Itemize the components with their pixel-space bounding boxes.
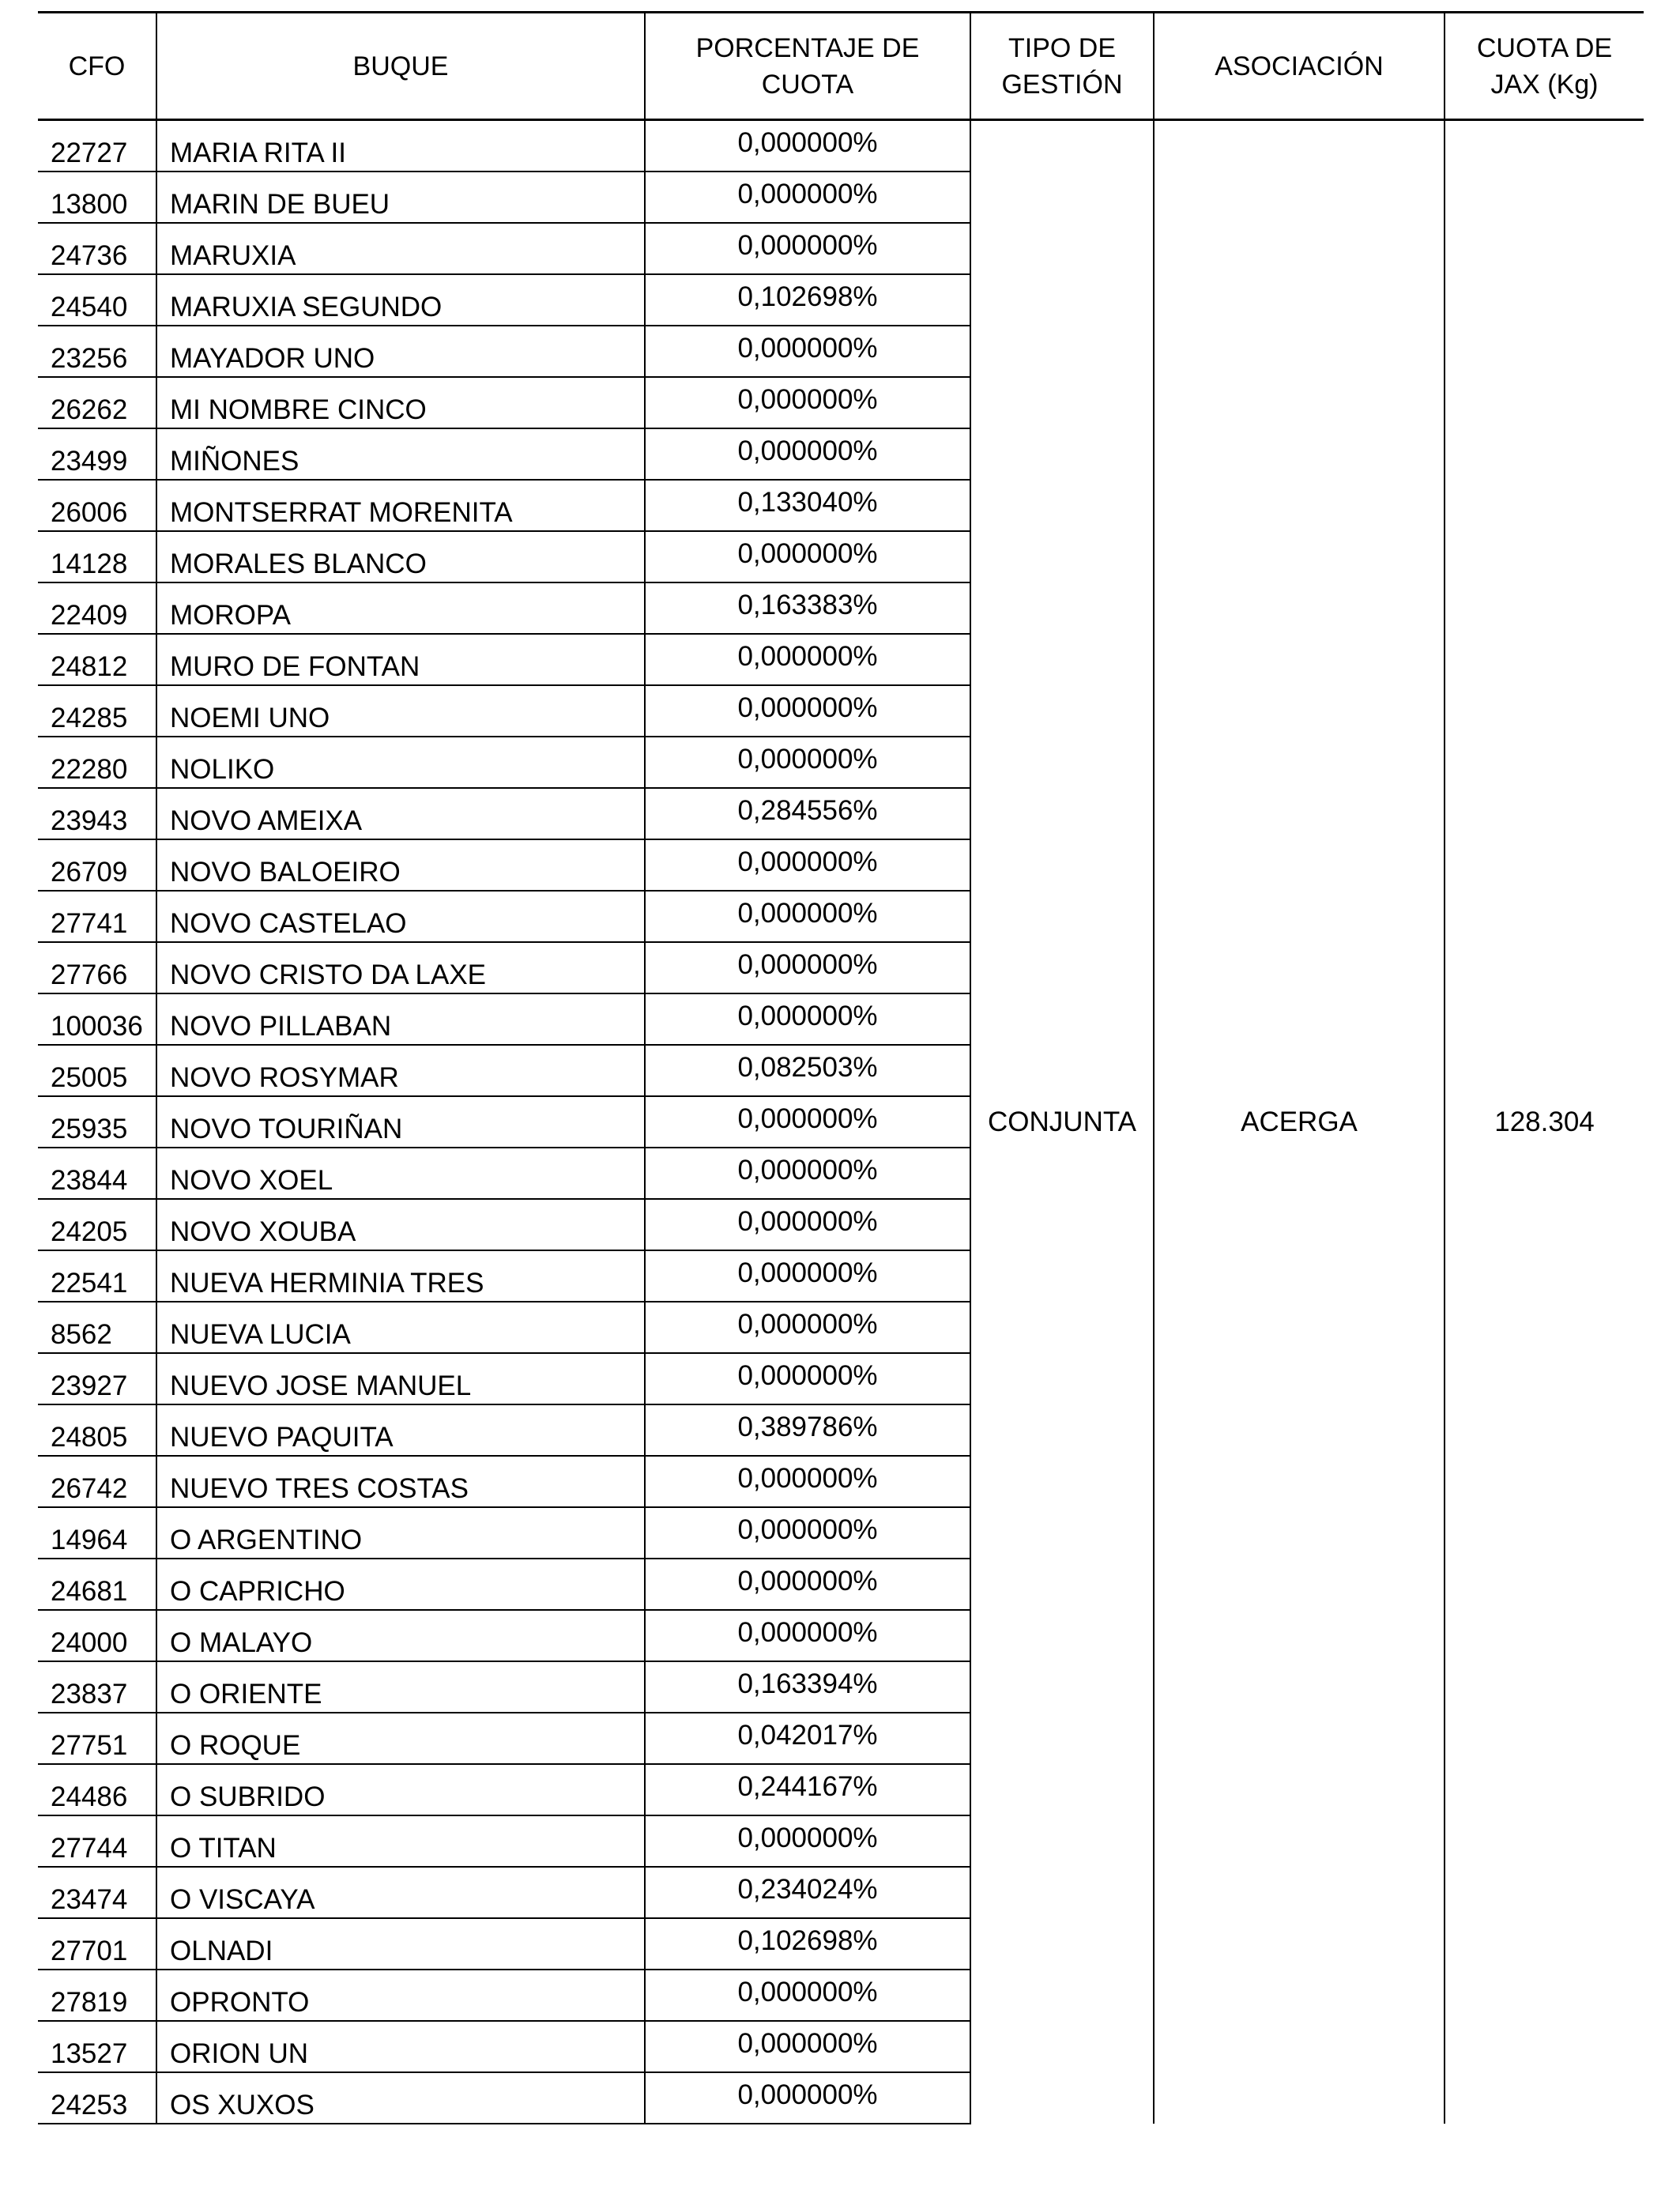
buque-cell: O SUBRIDO <box>156 1764 645 1815</box>
header-porcentaje <box>645 13 970 120</box>
buque-cell: NOVO ROSYMAR <box>156 1045 645 1096</box>
cfo-cell: 24805 <box>38 1404 156 1456</box>
porcentaje-cell: 0,000000% <box>645 120 970 172</box>
cfo-cell: 14128 <box>38 531 156 582</box>
buque-cell: NOVO TOURIÑAN <box>156 1096 645 1148</box>
buque-cell: OPRONTO <box>156 1970 645 2021</box>
cfo-cell: 23837 <box>38 1661 156 1713</box>
cfo-cell: 27751 <box>38 1713 156 1764</box>
cuota-jax-cell: 128.304 <box>1445 120 1644 2124</box>
porcentaje-cell: 0,163394% <box>645 1661 970 1713</box>
cfo-cell: 24205 <box>38 1199 156 1250</box>
porcentaje-cell: 0,000000% <box>645 428 970 480</box>
cfo-cell: 22541 <box>38 1250 156 1302</box>
header-cuota-line2: JAX (Kg) <box>1490 69 1599 100</box>
porcentaje-cell: 0,102698% <box>645 274 970 326</box>
header-tipo-line1: TIPO DE <box>1008 32 1117 63</box>
cfo-cell: 22727 <box>38 120 156 172</box>
porcentaje-cell: 0,000000% <box>645 993 970 1045</box>
table-row <box>38 120 1644 172</box>
buque-cell: OLNADI <box>156 1918 645 1970</box>
porcentaje-cell: 0,000000% <box>645 1456 970 1507</box>
buque-cell: O TITAN <box>156 1815 645 1867</box>
buque-cell: NOVO AMEIXA <box>156 788 645 839</box>
cfo-cell: 26709 <box>38 839 156 891</box>
cfo-cell: 23943 <box>38 788 156 839</box>
buque-cell: NUEVO PAQUITA <box>156 1404 645 1456</box>
buque-cell: NUEVO JOSE MANUEL <box>156 1353 645 1404</box>
cfo-cell: 23844 <box>38 1148 156 1199</box>
cfo-cell: 27701 <box>38 1918 156 1970</box>
cfo-cell: 24000 <box>38 1610 156 1661</box>
porcentaje-cell: 0,284556% <box>645 788 970 839</box>
cfo-cell: 26006 <box>38 480 156 531</box>
header-asociacion <box>1154 13 1445 120</box>
porcentaje-cell: 0,000000% <box>645 737 970 788</box>
porcentaje-cell: 0,000000% <box>645 2072 970 2124</box>
porcentaje-cell: 0,234024% <box>645 1867 970 1918</box>
buque-cell: MURO DE FONTAN <box>156 634 645 685</box>
buque-cell: O ARGENTINO <box>156 1507 645 1559</box>
buque-cell: NOVO XOEL <box>156 1148 645 1199</box>
porcentaje-cell: 0,000000% <box>645 1507 970 1559</box>
header-asociacion-label: ASOCIACIÓN <box>1215 51 1384 81</box>
asociacion-cell: ACERGA <box>1154 120 1445 2124</box>
buque-cell: MARIN DE BUEU <box>156 172 645 223</box>
porcentaje-cell: 0,000000% <box>645 634 970 685</box>
buque-cell: MAYADOR UNO <box>156 326 645 377</box>
header-cuota-jax <box>1445 13 1644 120</box>
cfo-cell: 13800 <box>38 172 156 223</box>
buque-cell: MARIA RITA II <box>156 120 645 172</box>
porcentaje-cell: 0,000000% <box>645 1148 970 1199</box>
cfo-cell: 27819 <box>38 1970 156 2021</box>
header-cfo <box>38 13 156 120</box>
porcentaje-cell: 0,389786% <box>645 1404 970 1456</box>
porcentaje-cell: 0,133040% <box>645 480 970 531</box>
cfo-cell: 24736 <box>38 223 156 274</box>
buque-cell: MOROPA <box>156 582 645 634</box>
header-cuota-line1: CUOTA DE <box>1476 32 1613 63</box>
cfo-cell: 22409 <box>38 582 156 634</box>
cfo-cell: 25005 <box>38 1045 156 1096</box>
cfo-cell: 27744 <box>38 1815 156 1867</box>
buque-cell: MARUXIA <box>156 223 645 274</box>
porcentaje-cell: 0,000000% <box>645 223 970 274</box>
buque-cell: NUEVO TRES COSTAS <box>156 1456 645 1507</box>
cfo-cell: 24486 <box>38 1764 156 1815</box>
table-body <box>38 120 1644 2124</box>
porcentaje-cell: 0,000000% <box>645 1199 970 1250</box>
buque-cell: NOEMI UNO <box>156 685 645 737</box>
porcentaje-cell: 0,102698% <box>645 1918 970 1970</box>
porcentaje-cell: 0,082503% <box>645 1045 970 1096</box>
buque-cell: NOVO CRISTO DA LAXE <box>156 942 645 993</box>
porcentaje-cell: 0,000000% <box>645 172 970 223</box>
header-tipo-line2: GESTIÓN <box>1001 69 1123 100</box>
header-buque-label: BUQUE <box>352 51 449 81</box>
porcentaje-cell: 0,000000% <box>645 942 970 993</box>
porcentaje-cell: 0,000000% <box>645 1096 970 1148</box>
buque-cell: NOVO BALOEIRO <box>156 839 645 891</box>
buque-cell: O VISCAYA <box>156 1867 645 1918</box>
buque-cell: MIÑONES <box>156 428 645 480</box>
cfo-cell: 24681 <box>38 1559 156 1610</box>
porcentaje-cell: 0,000000% <box>645 326 970 377</box>
buque-cell: OS XUXOS <box>156 2072 645 2124</box>
header-buque <box>156 13 645 120</box>
porcentaje-cell: 0,000000% <box>645 1302 970 1353</box>
tipo-gestion-cell: CONJUNTA <box>970 120 1154 2124</box>
cfo-cell: 24253 <box>38 2072 156 2124</box>
cfo-cell: 27741 <box>38 891 156 942</box>
cfo-cell: 100036 <box>38 993 156 1045</box>
porcentaje-cell: 0,244167% <box>645 1764 970 1815</box>
buque-cell: O ORIENTE <box>156 1661 645 1713</box>
cfo-cell: 22280 <box>38 737 156 788</box>
buque-cell: NOVO CASTELAO <box>156 891 645 942</box>
cfo-cell: 14964 <box>38 1507 156 1559</box>
buque-cell: ORION UN <box>156 2021 645 2072</box>
buque-cell: NUEVA HERMINIA TRES <box>156 1250 645 1302</box>
cfo-cell: 8562 <box>38 1302 156 1353</box>
buque-cell: MI NOMBRE CINCO <box>156 377 645 428</box>
buque-cell: MONTSERRAT MORENITA <box>156 480 645 531</box>
header-porcentaje-label: PORCENTAJE DE CUOTA <box>695 32 920 100</box>
porcentaje-cell: 0,000000% <box>645 1815 970 1867</box>
buque-cell: NOVO PILLABAN <box>156 993 645 1045</box>
header-cfo-label: CFO <box>68 51 126 81</box>
porcentaje-cell: 0,000000% <box>645 377 970 428</box>
porcentaje-cell: 0,000000% <box>645 685 970 737</box>
cfo-cell: 25935 <box>38 1096 156 1148</box>
porcentaje-cell: 0,000000% <box>645 1970 970 2021</box>
cfo-cell: 27766 <box>38 942 156 993</box>
buque-cell: O MALAYO <box>156 1610 645 1661</box>
cfo-cell: 23927 <box>38 1353 156 1404</box>
porcentaje-cell: 0,000000% <box>645 1610 970 1661</box>
cfo-cell: 23499 <box>38 428 156 480</box>
porcentaje-cell: 0,000000% <box>645 1250 970 1302</box>
cfo-cell: 13527 <box>38 2021 156 2072</box>
porcentaje-cell: 0,000000% <box>645 1559 970 1610</box>
buque-cell: O ROQUE <box>156 1713 645 1764</box>
porcentaje-cell: 0,000000% <box>645 2021 970 2072</box>
cfo-cell: 24540 <box>38 274 156 326</box>
buque-cell: NOVO XOUBA <box>156 1199 645 1250</box>
cfo-cell: 23256 <box>38 326 156 377</box>
porcentaje-cell: 0,000000% <box>645 891 970 942</box>
porcentaje-cell: 0,163383% <box>645 582 970 634</box>
buque-cell: MARUXIA SEGUNDO <box>156 274 645 326</box>
cfo-cell: 26262 <box>38 377 156 428</box>
cfo-cell: 24285 <box>38 685 156 737</box>
buque-cell: O CAPRICHO <box>156 1559 645 1610</box>
cfo-cell: 26742 <box>38 1456 156 1507</box>
buque-cell: NOLIKO <box>156 737 645 788</box>
buque-cell: MORALES BLANCO <box>156 531 645 582</box>
header-row <box>38 13 1644 120</box>
cfo-cell: 24812 <box>38 634 156 685</box>
header-tipo-gestion <box>970 13 1154 120</box>
porcentaje-cell: 0,000000% <box>645 1353 970 1404</box>
porcentaje-cell: 0,000000% <box>645 531 970 582</box>
porcentaje-cell: 0,042017% <box>645 1713 970 1764</box>
quota-table <box>38 11 1644 2124</box>
buque-cell: NUEVA LUCIA <box>156 1302 645 1353</box>
porcentaje-cell: 0,000000% <box>645 839 970 891</box>
cfo-cell: 23474 <box>38 1867 156 1918</box>
